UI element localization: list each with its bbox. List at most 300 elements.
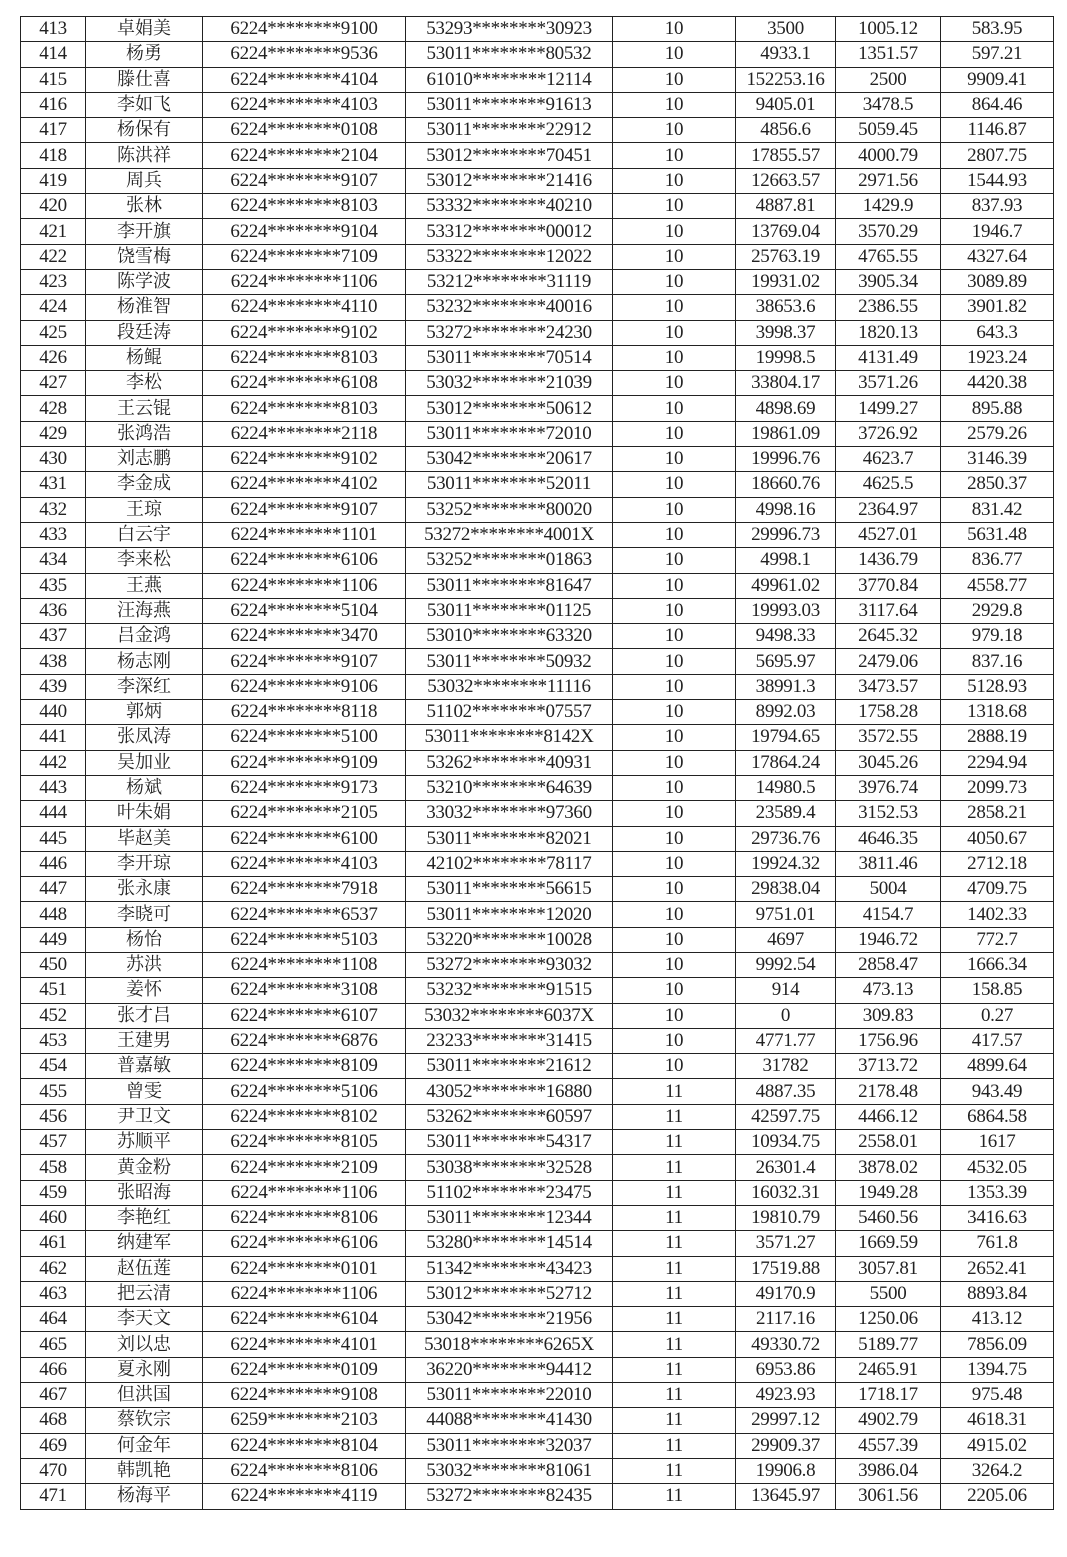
- table-row: [21, 522, 1054, 547]
- table-row: [21, 1231, 1054, 1256]
- id-number-cell: 53012********21416: [406, 168, 613, 193]
- amount-1-cell: 4771.77: [736, 1028, 836, 1053]
- id-number-cell: 33032********97360: [406, 801, 613, 826]
- bank-account-cell: 6224********1106: [203, 573, 406, 598]
- id-number-cell: 53011********54317: [406, 1130, 613, 1155]
- row-number-cell: 429: [21, 421, 86, 446]
- month-cell: 10: [613, 194, 736, 219]
- month-cell: 10: [613, 295, 736, 320]
- name-cell: 纳建军: [86, 1231, 203, 1256]
- id-number-cell: 53272********24230: [406, 320, 613, 345]
- table-row: [21, 598, 1054, 623]
- amount-3-cell: 4899.64: [941, 1054, 1054, 1079]
- amount-2-cell: 4000.79: [836, 143, 941, 168]
- table-row: [21, 1484, 1054, 1509]
- id-number-cell: 53262********40931: [406, 750, 613, 775]
- amount-3-cell: 2807.75: [941, 143, 1054, 168]
- month-cell: 10: [613, 624, 736, 649]
- amount-2-cell: 3478.5: [836, 92, 941, 117]
- name-cell: 张林: [86, 194, 203, 219]
- amount-1-cell: 29736.76: [736, 826, 836, 851]
- month-cell: 11: [613, 1205, 736, 1230]
- row-number-cell: 447: [21, 877, 86, 902]
- table-row: [21, 1054, 1054, 1079]
- table-row: [21, 1307, 1054, 1332]
- table-row: [21, 1003, 1054, 1028]
- id-number-cell: 53011********81647: [406, 573, 613, 598]
- month-cell: 11: [613, 1332, 736, 1357]
- name-cell: 李开琼: [86, 851, 203, 876]
- row-number-cell: 432: [21, 497, 86, 522]
- row-number-cell: 413: [21, 17, 86, 42]
- bank-account-cell: 6224********1106: [203, 1180, 406, 1205]
- bank-account-cell: 6224********8118: [203, 700, 406, 725]
- bank-account-cell: 6224********4103: [203, 92, 406, 117]
- amount-1-cell: 4923.93: [736, 1383, 836, 1408]
- id-number-cell: 53312********00012: [406, 219, 613, 244]
- amount-1-cell: 14980.5: [736, 775, 836, 800]
- row-number-cell: 438: [21, 649, 86, 674]
- id-number-cell: 53011********21612: [406, 1054, 613, 1079]
- id-number-cell: 53042********20617: [406, 447, 613, 472]
- amount-3-cell: 837.16: [941, 649, 1054, 674]
- table-row: [21, 1357, 1054, 1382]
- amount-1-cell: 4933.1: [736, 42, 836, 67]
- amount-2-cell: 2465.91: [836, 1357, 941, 1382]
- name-cell: 蔡钦宗: [86, 1408, 203, 1433]
- name-cell: 张才吕: [86, 1003, 203, 1028]
- row-number-cell: 463: [21, 1281, 86, 1306]
- amount-3-cell: 979.18: [941, 624, 1054, 649]
- id-number-cell: 53011********82021: [406, 826, 613, 851]
- table-row: [21, 573, 1054, 598]
- id-number-cell: 53032********21039: [406, 371, 613, 396]
- id-number-cell: 53012********70451: [406, 143, 613, 168]
- amount-3-cell: 5128.93: [941, 674, 1054, 699]
- amount-2-cell: 3976.74: [836, 775, 941, 800]
- month-cell: 10: [613, 902, 736, 927]
- amount-2-cell: 3726.92: [836, 421, 941, 446]
- name-cell: 杨淮智: [86, 295, 203, 320]
- bank-account-cell: 6224********9107: [203, 497, 406, 522]
- name-cell: 杨保有: [86, 118, 203, 143]
- name-cell: 刘志鹏: [86, 447, 203, 472]
- amount-3-cell: 1946.7: [941, 219, 1054, 244]
- bank-account-cell: 6224********7109: [203, 244, 406, 269]
- month-cell: 10: [613, 700, 736, 725]
- bank-account-cell: 6224********3108: [203, 978, 406, 1003]
- amount-1-cell: 17855.57: [736, 143, 836, 168]
- bank-account-cell: 6224********9106: [203, 674, 406, 699]
- row-number-cell: 427: [21, 371, 86, 396]
- row-number-cell: 435: [21, 573, 86, 598]
- id-number-cell: 53011********32037: [406, 1433, 613, 1458]
- name-cell: 卓娟美: [86, 17, 203, 42]
- id-number-cell: 53280********14514: [406, 1231, 613, 1256]
- name-cell: 杨勇: [86, 42, 203, 67]
- id-number-cell: 53262********60597: [406, 1104, 613, 1129]
- name-cell: 李天文: [86, 1307, 203, 1332]
- amount-1-cell: 4697: [736, 927, 836, 952]
- month-cell: 10: [613, 877, 736, 902]
- row-number-cell: 416: [21, 92, 86, 117]
- amount-2-cell: 1005.12: [836, 17, 941, 42]
- amount-3-cell: 2294.94: [941, 750, 1054, 775]
- amount-3-cell: 7856.09: [941, 1332, 1054, 1357]
- month-cell: 10: [613, 168, 736, 193]
- bank-account-cell: 6259********2103: [203, 1408, 406, 1433]
- amount-2-cell: 2364.97: [836, 497, 941, 522]
- row-number-cell: 446: [21, 851, 86, 876]
- bank-account-cell: 6224********9102: [203, 447, 406, 472]
- bank-account-cell: 6224********2109: [203, 1155, 406, 1180]
- id-number-cell: 44088********41430: [406, 1408, 613, 1433]
- amount-1-cell: 25763.19: [736, 244, 836, 269]
- amount-2-cell: 1429.9: [836, 194, 941, 219]
- table-row: [21, 1155, 1054, 1180]
- id-number-cell: 53032********81061: [406, 1458, 613, 1483]
- row-number-cell: 471: [21, 1484, 86, 1509]
- name-cell: 王燕: [86, 573, 203, 598]
- month-cell: 10: [613, 750, 736, 775]
- month-cell: 11: [613, 1458, 736, 1483]
- row-number-cell: 431: [21, 472, 86, 497]
- id-number-cell: 53252********01863: [406, 548, 613, 573]
- month-cell: 10: [613, 801, 736, 826]
- amount-2-cell: 2178.48: [836, 1079, 941, 1104]
- table-row: [21, 92, 1054, 117]
- amount-3-cell: 837.93: [941, 194, 1054, 219]
- amount-2-cell: 4527.01: [836, 522, 941, 547]
- amount-2-cell: 4466.12: [836, 1104, 941, 1129]
- month-cell: 11: [613, 1155, 736, 1180]
- amount-1-cell: 38653.6: [736, 295, 836, 320]
- name-cell: 李艳红: [86, 1205, 203, 1230]
- amount-1-cell: 26301.4: [736, 1155, 836, 1180]
- table-row: [21, 1383, 1054, 1408]
- amount-1-cell: 5695.97: [736, 649, 836, 674]
- amount-2-cell: 5189.77: [836, 1332, 941, 1357]
- bank-account-cell: 6224********6106: [203, 1231, 406, 1256]
- name-cell: 滕仕喜: [86, 67, 203, 92]
- month-cell: 11: [613, 1408, 736, 1433]
- bank-account-cell: 6224********8106: [203, 1458, 406, 1483]
- amount-2-cell: 1756.96: [836, 1028, 941, 1053]
- month-cell: 10: [613, 345, 736, 370]
- amount-2-cell: 3878.02: [836, 1155, 941, 1180]
- name-cell: 把云清: [86, 1281, 203, 1306]
- amount-2-cell: 3811.46: [836, 851, 941, 876]
- amount-3-cell: 3901.82: [941, 295, 1054, 320]
- amount-1-cell: 4887.81: [736, 194, 836, 219]
- row-number-cell: 420: [21, 194, 86, 219]
- table-row: [21, 295, 1054, 320]
- bank-account-cell: 6224********0109: [203, 1357, 406, 1382]
- amount-1-cell: 49170.9: [736, 1281, 836, 1306]
- row-number-cell: 418: [21, 143, 86, 168]
- amount-1-cell: 19998.5: [736, 345, 836, 370]
- id-number-cell: 53042********21956: [406, 1307, 613, 1332]
- amount-2-cell: 1436.79: [836, 548, 941, 573]
- month-cell: 10: [613, 92, 736, 117]
- table-row: [21, 978, 1054, 1003]
- name-cell: 毕赵美: [86, 826, 203, 851]
- amount-1-cell: 38991.3: [736, 674, 836, 699]
- name-cell: 姜怀: [86, 978, 203, 1003]
- amount-1-cell: 4887.35: [736, 1079, 836, 1104]
- table-row: [21, 269, 1054, 294]
- row-number-cell: 449: [21, 927, 86, 952]
- amount-2-cell: 5059.45: [836, 118, 941, 143]
- month-cell: 10: [613, 244, 736, 269]
- bank-account-cell: 6224********8103: [203, 194, 406, 219]
- amount-3-cell: 864.46: [941, 92, 1054, 117]
- row-number-cell: 457: [21, 1130, 86, 1155]
- amount-3-cell: 2652.41: [941, 1256, 1054, 1281]
- amount-3-cell: 761.8: [941, 1231, 1054, 1256]
- amount-2-cell: 1758.28: [836, 700, 941, 725]
- id-number-cell: 53011********91613: [406, 92, 613, 117]
- row-number-cell: 422: [21, 244, 86, 269]
- table-row: [21, 320, 1054, 345]
- amount-1-cell: 23589.4: [736, 801, 836, 826]
- amount-1-cell: 4856.6: [736, 118, 836, 143]
- id-number-cell: 43052********16880: [406, 1079, 613, 1104]
- name-cell: 张永康: [86, 877, 203, 902]
- amount-3-cell: 772.7: [941, 927, 1054, 952]
- month-cell: 10: [613, 447, 736, 472]
- amount-2-cell: 2386.55: [836, 295, 941, 320]
- bank-account-cell: 6224********8103: [203, 396, 406, 421]
- amount-3-cell: 9909.41: [941, 67, 1054, 92]
- table-row: [21, 17, 1054, 42]
- amount-2-cell: 1669.59: [836, 1231, 941, 1256]
- name-cell: 何金年: [86, 1433, 203, 1458]
- name-cell: 饶雪梅: [86, 244, 203, 269]
- amount-3-cell: 836.77: [941, 548, 1054, 573]
- table-row: [21, 1256, 1054, 1281]
- row-number-cell: 430: [21, 447, 86, 472]
- bank-account-cell: 6224********6537: [203, 902, 406, 927]
- amount-1-cell: 10934.75: [736, 1130, 836, 1155]
- month-cell: 11: [613, 1383, 736, 1408]
- bank-account-cell: 6224********9107: [203, 649, 406, 674]
- row-number-cell: 451: [21, 978, 86, 1003]
- table-row: [21, 219, 1054, 244]
- bank-account-cell: 6224********4104: [203, 67, 406, 92]
- bank-account-cell: 6224********1101: [203, 522, 406, 547]
- month-cell: 10: [613, 17, 736, 42]
- amount-1-cell: 152253.16: [736, 67, 836, 92]
- amount-1-cell: 4998.1: [736, 548, 836, 573]
- id-number-cell: 53038********32528: [406, 1155, 613, 1180]
- amount-1-cell: 29996.73: [736, 522, 836, 547]
- month-cell: 10: [613, 219, 736, 244]
- amount-3-cell: 4532.05: [941, 1155, 1054, 1180]
- amount-2-cell: 2858.47: [836, 952, 941, 977]
- row-number-cell: 456: [21, 1104, 86, 1129]
- amount-1-cell: 9992.54: [736, 952, 836, 977]
- bank-account-cell: 6224********3470: [203, 624, 406, 649]
- amount-3-cell: 6864.58: [941, 1104, 1054, 1129]
- row-number-cell: 448: [21, 902, 86, 927]
- id-number-cell: 53322********12022: [406, 244, 613, 269]
- bank-account-cell: 6224********5106: [203, 1079, 406, 1104]
- month-cell: 10: [613, 371, 736, 396]
- bank-account-cell: 6224********8106: [203, 1205, 406, 1230]
- id-number-cell: 53012********50612: [406, 396, 613, 421]
- row-number-cell: 426: [21, 345, 86, 370]
- amount-3-cell: 158.85: [941, 978, 1054, 1003]
- bank-account-cell: 6224********0108: [203, 118, 406, 143]
- month-cell: 10: [613, 118, 736, 143]
- amount-2-cell: 3473.57: [836, 674, 941, 699]
- amount-1-cell: 3571.27: [736, 1231, 836, 1256]
- bank-account-cell: 6224********9536: [203, 42, 406, 67]
- amount-1-cell: 49961.02: [736, 573, 836, 598]
- table-row: [21, 168, 1054, 193]
- table-row: [21, 244, 1054, 269]
- amount-3-cell: 4327.64: [941, 244, 1054, 269]
- amount-3-cell: 1318.68: [941, 700, 1054, 725]
- id-number-cell: 53011********70514: [406, 345, 613, 370]
- amount-2-cell: 4131.49: [836, 345, 941, 370]
- month-cell: 10: [613, 1028, 736, 1053]
- amount-1-cell: 19924.32: [736, 851, 836, 876]
- amount-1-cell: 19794.65: [736, 725, 836, 750]
- amount-1-cell: 29997.12: [736, 1408, 836, 1433]
- amount-1-cell: 9751.01: [736, 902, 836, 927]
- amount-2-cell: 5004: [836, 877, 941, 902]
- name-cell: 叶朱娟: [86, 801, 203, 826]
- bank-account-cell: 6224********9173: [203, 775, 406, 800]
- month-cell: 10: [613, 320, 736, 345]
- bank-account-cell: 6224********9108: [203, 1383, 406, 1408]
- bank-account-cell: 6224********4103: [203, 851, 406, 876]
- id-number-cell: 53011********12344: [406, 1205, 613, 1230]
- amount-1-cell: 914: [736, 978, 836, 1003]
- row-number-cell: 460: [21, 1205, 86, 1230]
- id-number-cell: 53011********52011: [406, 472, 613, 497]
- bank-account-cell: 6224********6107: [203, 1003, 406, 1028]
- id-number-cell: 53220********10028: [406, 927, 613, 952]
- row-number-cell: 419: [21, 168, 86, 193]
- id-number-cell: 51102********07557: [406, 700, 613, 725]
- month-cell: 10: [613, 598, 736, 623]
- amount-3-cell: 0.27: [941, 1003, 1054, 1028]
- id-number-cell: 36220********94412: [406, 1357, 613, 1382]
- id-number-cell: 53011********50932: [406, 649, 613, 674]
- amount-3-cell: 2858.21: [941, 801, 1054, 826]
- table-row: [21, 194, 1054, 219]
- name-cell: 杨鲲: [86, 345, 203, 370]
- bank-account-cell: 6224********0101: [203, 1256, 406, 1281]
- month-cell: 10: [613, 269, 736, 294]
- month-cell: 11: [613, 1231, 736, 1256]
- table-row: [21, 118, 1054, 143]
- id-number-cell: 53032********11116: [406, 674, 613, 699]
- id-number-cell: 53272********93032: [406, 952, 613, 977]
- name-cell: 苏顺平: [86, 1130, 203, 1155]
- amount-3-cell: 413.12: [941, 1307, 1054, 1332]
- id-number-cell: 53252********80020: [406, 497, 613, 522]
- amount-3-cell: 3416.63: [941, 1205, 1054, 1230]
- bank-account-cell: 6224********7918: [203, 877, 406, 902]
- amount-3-cell: 1146.87: [941, 118, 1054, 143]
- bank-account-cell: 6224********4119: [203, 1484, 406, 1509]
- amount-2-cell: 3152.53: [836, 801, 941, 826]
- amount-3-cell: 4618.31: [941, 1408, 1054, 1433]
- table-body: [21, 17, 1054, 1510]
- row-number-cell: 415: [21, 67, 86, 92]
- amount-1-cell: 18660.76: [736, 472, 836, 497]
- row-number-cell: 468: [21, 1408, 86, 1433]
- id-number-cell: 53011********12020: [406, 902, 613, 927]
- amount-3-cell: 8893.84: [941, 1281, 1054, 1306]
- id-number-cell: 53032********6037X: [406, 1003, 613, 1028]
- month-cell: 11: [613, 1180, 736, 1205]
- amount-1-cell: 49330.72: [736, 1332, 836, 1357]
- amount-3-cell: 1617: [941, 1130, 1054, 1155]
- amount-1-cell: 12663.57: [736, 168, 836, 193]
- table-row: [21, 67, 1054, 92]
- name-cell: 刘以忠: [86, 1332, 203, 1357]
- amount-2-cell: 4557.39: [836, 1433, 941, 1458]
- month-cell: 10: [613, 851, 736, 876]
- row-number-cell: 423: [21, 269, 86, 294]
- bank-account-cell: 6224********6104: [203, 1307, 406, 1332]
- amount-3-cell: 1666.34: [941, 952, 1054, 977]
- row-number-cell: 428: [21, 396, 86, 421]
- amount-2-cell: 1718.17: [836, 1383, 941, 1408]
- bank-account-cell: 6224********9104: [203, 219, 406, 244]
- bank-account-cell: 6224********6108: [203, 371, 406, 396]
- amount-2-cell: 3117.64: [836, 598, 941, 623]
- name-cell: 李松: [86, 371, 203, 396]
- amount-2-cell: 309.83: [836, 1003, 941, 1028]
- table-row: [21, 1205, 1054, 1230]
- amount-3-cell: 831.42: [941, 497, 1054, 522]
- amount-2-cell: 4646.35: [836, 826, 941, 851]
- table-row: [21, 674, 1054, 699]
- amount-3-cell: 1923.24: [941, 345, 1054, 370]
- month-cell: 10: [613, 548, 736, 573]
- table-row: [21, 1281, 1054, 1306]
- table-row: [21, 750, 1054, 775]
- table-row: [21, 548, 1054, 573]
- table-row: [21, 725, 1054, 750]
- amount-2-cell: 3045.26: [836, 750, 941, 775]
- table-row: [21, 1079, 1054, 1104]
- amount-2-cell: 4154.7: [836, 902, 941, 927]
- amount-1-cell: 31782: [736, 1054, 836, 1079]
- bank-account-cell: 6224********2105: [203, 801, 406, 826]
- amount-1-cell: 17519.88: [736, 1256, 836, 1281]
- amount-1-cell: 29838.04: [736, 877, 836, 902]
- name-cell: 杨斌: [86, 775, 203, 800]
- row-number-cell: 425: [21, 320, 86, 345]
- bank-account-cell: 6224********9100: [203, 17, 406, 42]
- bank-account-cell: 6224********9102: [203, 320, 406, 345]
- month-cell: 11: [613, 1281, 736, 1306]
- amount-2-cell: 3572.55: [836, 725, 941, 750]
- name-cell: 吴加业: [86, 750, 203, 775]
- table-row: [21, 497, 1054, 522]
- month-cell: 11: [613, 1079, 736, 1104]
- month-cell: 11: [613, 1104, 736, 1129]
- amount-3-cell: 4915.02: [941, 1433, 1054, 1458]
- month-cell: 10: [613, 143, 736, 168]
